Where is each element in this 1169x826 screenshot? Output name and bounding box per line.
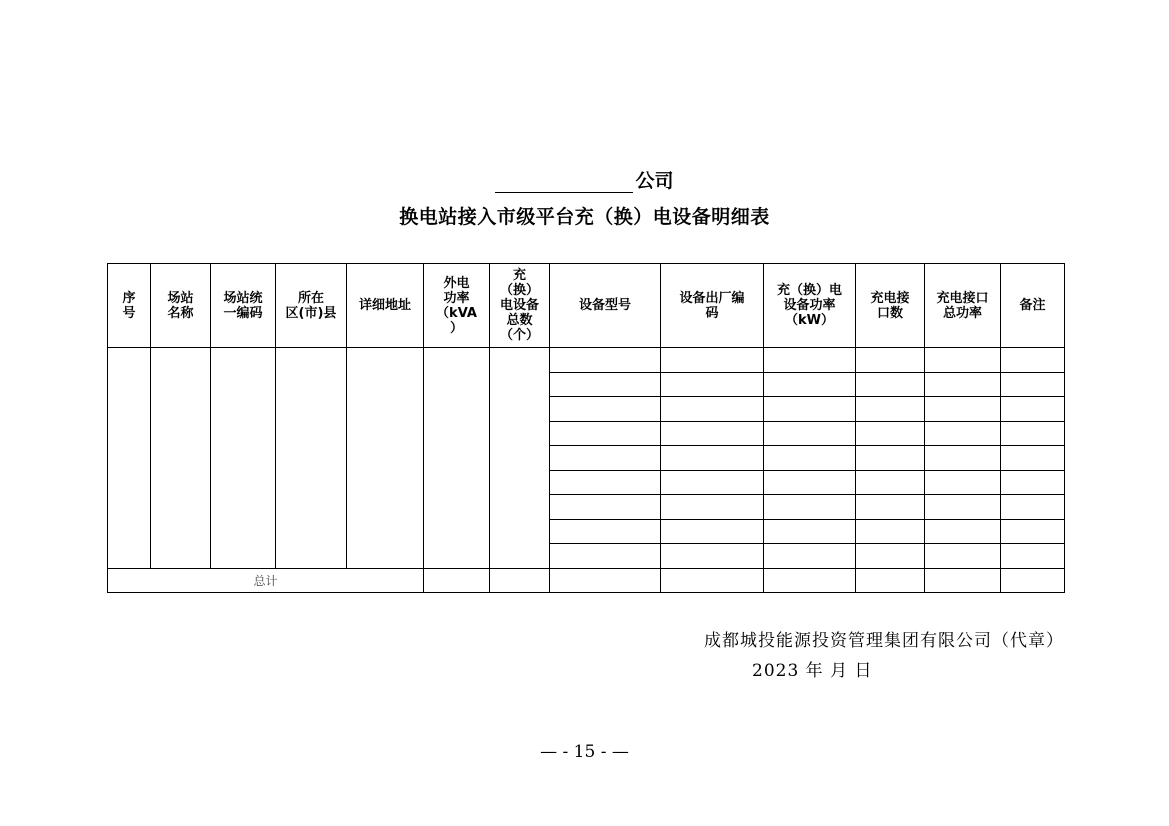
- total-cell[interactable]: [856, 568, 925, 593]
- device-cell[interactable]: [661, 421, 764, 446]
- device-cell[interactable]: [1001, 446, 1065, 471]
- device-cell[interactable]: [550, 446, 661, 471]
- merged-station-cell[interactable]: [108, 348, 151, 569]
- device-cell[interactable]: [550, 519, 661, 544]
- device-cell[interactable]: [661, 446, 764, 471]
- device-cell[interactable]: [856, 372, 925, 397]
- device-cell[interactable]: [764, 348, 856, 373]
- device-cell[interactable]: [856, 397, 925, 422]
- device-cell[interactable]: [925, 519, 1001, 544]
- device-cell[interactable]: [661, 397, 764, 422]
- device-cell[interactable]: [550, 397, 661, 422]
- merged-station-cell[interactable]: [151, 348, 211, 569]
- merged-station-cell[interactable]: [276, 348, 347, 569]
- device-cell[interactable]: [925, 421, 1001, 446]
- device-cell[interactable]: [661, 470, 764, 495]
- company-name-blank: [495, 172, 633, 193]
- table-row: [108, 348, 1065, 373]
- device-cell[interactable]: [856, 495, 925, 520]
- device-cell[interactable]: [550, 470, 661, 495]
- merged-station-cell[interactable]: [424, 348, 490, 569]
- column-header: 序 号: [108, 264, 151, 348]
- table-body: [108, 348, 1065, 593]
- device-cell[interactable]: [1001, 470, 1065, 495]
- merged-station-cell[interactable]: [347, 348, 424, 569]
- total-cell[interactable]: [1001, 568, 1065, 593]
- device-cell[interactable]: [856, 446, 925, 471]
- date-line: 2023 年 月 日: [752, 661, 873, 681]
- total-cell[interactable]: [661, 568, 764, 593]
- column-header: 外电 功率 （kVA ）: [424, 264, 490, 348]
- total-cell[interactable]: [764, 568, 856, 593]
- column-header: 充电接 口数: [856, 264, 925, 348]
- merged-station-cell[interactable]: [211, 348, 276, 569]
- device-cell[interactable]: [764, 495, 856, 520]
- page-number: — - 15 - —: [540, 742, 629, 762]
- device-cell[interactable]: [1001, 421, 1065, 446]
- device-cell[interactable]: [1001, 348, 1065, 373]
- total-label: 总计: [108, 568, 424, 593]
- column-header: 充 （换） 电设备 总数 （个）: [490, 264, 550, 348]
- device-cell[interactable]: [925, 544, 1001, 569]
- merged-station-cell[interactable]: [490, 348, 550, 569]
- device-cell[interactable]: [550, 421, 661, 446]
- device-cell[interactable]: [856, 519, 925, 544]
- table-header-row: [108, 264, 1065, 348]
- device-cell[interactable]: [550, 348, 661, 373]
- device-cell[interactable]: [925, 397, 1001, 422]
- device-cell[interactable]: [1001, 372, 1065, 397]
- device-cell[interactable]: [764, 544, 856, 569]
- device-cell[interactable]: [661, 348, 764, 373]
- column-header: 详细地址: [347, 264, 424, 348]
- device-cell[interactable]: [856, 421, 925, 446]
- device-cell[interactable]: [856, 470, 925, 495]
- column-header: 充（换）电 设备功率 （kW）: [764, 264, 856, 348]
- total-cell[interactable]: [925, 568, 1001, 593]
- document-title: 换电站接入市级平台充（换）电设备明细表: [399, 206, 770, 228]
- device-cell[interactable]: [764, 470, 856, 495]
- device-cell[interactable]: [1001, 397, 1065, 422]
- total-row: [108, 568, 1065, 593]
- device-cell[interactable]: [661, 372, 764, 397]
- total-cell[interactable]: [424, 568, 490, 593]
- device-cell[interactable]: [1001, 519, 1065, 544]
- device-cell[interactable]: [925, 372, 1001, 397]
- company-suffix: 公司: [635, 170, 674, 192]
- device-cell[interactable]: [1001, 544, 1065, 569]
- device-cell[interactable]: [764, 372, 856, 397]
- device-cell[interactable]: [764, 446, 856, 471]
- device-cell[interactable]: [764, 421, 856, 446]
- column-header: 充电接口 总功率: [925, 264, 1001, 348]
- device-cell[interactable]: [856, 348, 925, 373]
- device-cell[interactable]: [925, 348, 1001, 373]
- device-cell[interactable]: [764, 397, 856, 422]
- device-cell[interactable]: [1001, 495, 1065, 520]
- device-cell[interactable]: [661, 519, 764, 544]
- column-header: 备注: [1001, 264, 1065, 348]
- device-cell[interactable]: [661, 544, 764, 569]
- signature-line: 成都城投能源投资管理集团有限公司（代章）: [704, 631, 1064, 651]
- device-cell[interactable]: [550, 544, 661, 569]
- column-header: 设备型号: [550, 264, 661, 348]
- equipment-detail-table: [107, 263, 1065, 593]
- total-cell[interactable]: [490, 568, 550, 593]
- company-name-line: [0, 166, 1169, 193]
- column-header: 场站统 一编码: [211, 264, 276, 348]
- device-cell[interactable]: [661, 495, 764, 520]
- device-cell[interactable]: [550, 495, 661, 520]
- device-cell[interactable]: [764, 519, 856, 544]
- total-cell[interactable]: [550, 568, 661, 593]
- device-cell[interactable]: [925, 470, 1001, 495]
- device-cell[interactable]: [925, 495, 1001, 520]
- device-cell[interactable]: [550, 372, 661, 397]
- column-header: 所在 区(市)县: [276, 264, 347, 348]
- column-header: 场站 名称: [151, 264, 211, 348]
- device-cell[interactable]: [856, 544, 925, 569]
- device-cell[interactable]: [925, 446, 1001, 471]
- column-header: 设备出厂编 码: [661, 264, 764, 348]
